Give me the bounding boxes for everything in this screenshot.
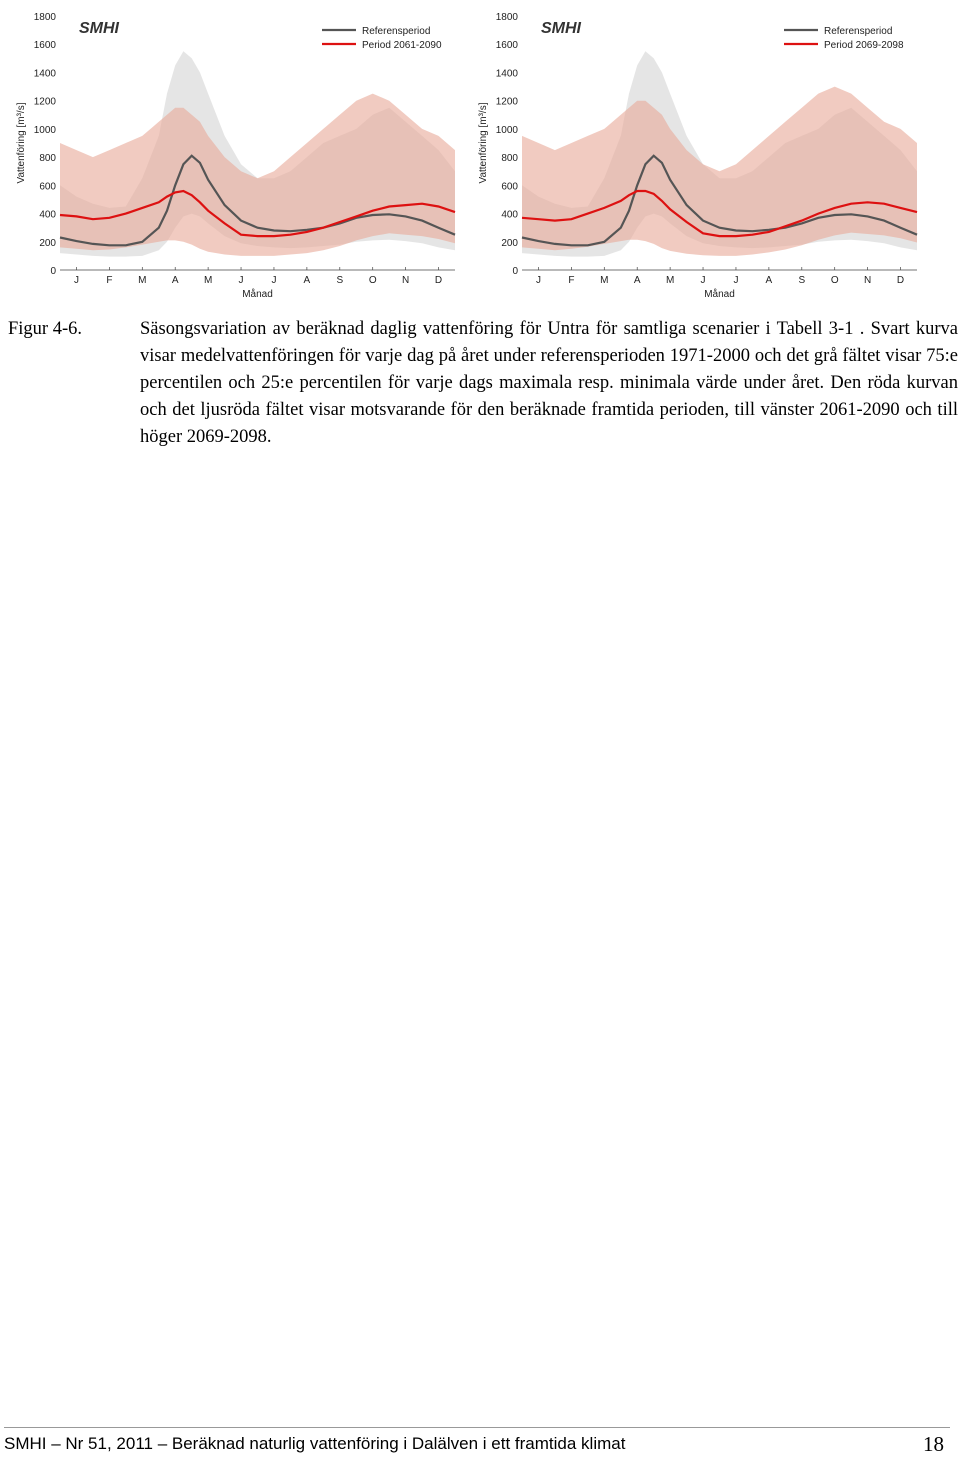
x-tick-label: F — [106, 275, 113, 286]
x-tick-label: N — [864, 275, 872, 286]
y-tick-label: 1200 — [495, 96, 518, 108]
page-number: 18 — [923, 1432, 944, 1456]
y-tick-label: 1600 — [495, 40, 518, 52]
y-tick-label: 200 — [501, 237, 518, 249]
x-tick-label: J — [238, 275, 244, 286]
x-tick-label: D — [434, 275, 443, 286]
y-tick-label: 600 — [39, 181, 56, 193]
figure-label: Figur 4-6. — [8, 319, 82, 339]
y-tick-label: 600 — [501, 181, 518, 193]
y-tick-label: 800 — [501, 153, 518, 165]
footer-text: SMHI – Nr 51, 2011 – Beräknad naturlig vattenföring i Dalälven i ett framtida klimat — [4, 1434, 626, 1453]
y-tick-label: 1200 — [33, 96, 56, 108]
y-axis-label: Vattenföring [m³/s] — [16, 102, 27, 184]
x-axis-label: Månad — [704, 289, 735, 300]
x-tick-label: D — [896, 275, 905, 286]
chart-svg-left — [0, 0, 470, 305]
x-tick-label: F — [568, 275, 575, 286]
x-tick-label: A — [303, 275, 311, 286]
chart-svg-right — [462, 0, 932, 305]
x-tick-label: S — [336, 275, 344, 286]
x-tick-label: A — [171, 275, 179, 286]
chart-right — [462, 0, 932, 305]
legend-reference-label: Referensperiod — [824, 26, 893, 37]
smhi-logo: SMHI — [541, 20, 581, 37]
chart-left — [0, 0, 470, 305]
x-tick-label: O — [368, 275, 377, 286]
y-tick-label: 0 — [512, 266, 518, 277]
y-tick-label: 800 — [39, 153, 56, 165]
smhi-logo: SMHI — [79, 20, 119, 37]
figure-caption: Säsongsvariation av beräknad daglig vattenföring för Untra för samtliga scenarier i Tabell 3-1 . Svart kurva visar medelvattenföringen för varje dag på året under referensperioden 1971-2000 och det grå fältet visar 75:e percentilen och 25:e percentilen för varje dags maximala resp. minimala värde under året. Den röda kurvan och det ljusröda fältet visar motsvarande för den beräknade framtida perioden, till vänster 2061-2090 och till höger 2069-2098. — [140, 319, 958, 447]
legend-reference-label: Referensperiod — [362, 26, 431, 37]
x-tick-label: O — [830, 275, 839, 286]
x-tick-label: M — [600, 275, 609, 286]
y-tick-label: 1000 — [33, 124, 56, 136]
y-tick-label: 1800 — [495, 12, 518, 23]
legend-future-label: Period 2069-2098 — [824, 40, 904, 51]
x-tick-label: J — [73, 275, 79, 286]
x-tick-label: M — [138, 275, 147, 286]
y-tick-label: 400 — [501, 209, 518, 221]
legend-future-label: Period 2061-2090 — [362, 40, 442, 51]
x-tick-label: J — [733, 275, 739, 286]
page-footer — [4, 1427, 950, 1456]
y-tick-label: 1400 — [495, 68, 518, 80]
y-axis-label: Vattenföring [m³/s] — [478, 102, 489, 184]
y-tick-label: 0 — [50, 266, 56, 277]
y-tick-label: 400 — [39, 209, 56, 221]
x-tick-label: S — [798, 275, 806, 286]
x-tick-label: J — [700, 275, 706, 286]
x-tick-label: A — [633, 275, 641, 286]
x-tick-label: J — [535, 275, 541, 286]
x-tick-label: A — [765, 275, 773, 286]
x-tick-label: N — [402, 275, 410, 286]
y-tick-label: 1400 — [33, 68, 56, 80]
x-tick-label: M — [203, 275, 213, 286]
x-axis-label: Månad — [242, 289, 273, 300]
y-tick-label: 200 — [39, 237, 56, 249]
x-tick-label: J — [271, 275, 277, 286]
y-tick-label: 1000 — [495, 124, 518, 136]
x-tick-label: M — [665, 275, 675, 286]
y-tick-label: 1800 — [33, 12, 56, 23]
y-tick-label: 1600 — [33, 40, 56, 52]
